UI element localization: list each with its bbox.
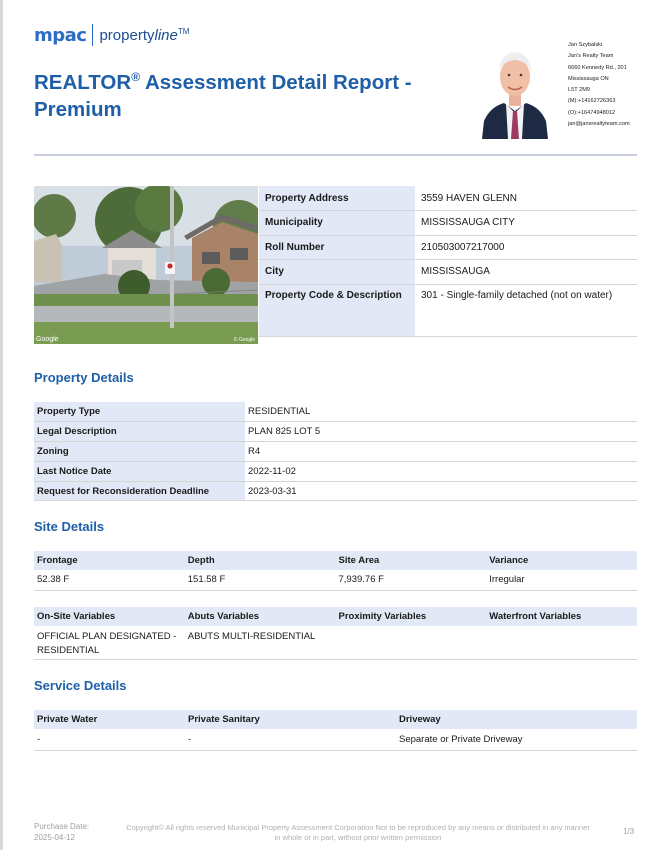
private-water-value: - bbox=[34, 729, 185, 750]
property-details-heading: Property Details bbox=[34, 370, 134, 385]
street-view-photo bbox=[34, 186, 258, 344]
private-sanitary-value: - bbox=[185, 729, 396, 750]
waterfront-variables-value bbox=[486, 626, 637, 659]
on-site-variables-header: On-Site Variables bbox=[34, 607, 185, 626]
property-type-label: Property Type bbox=[34, 402, 245, 422]
roll-number-value: 210503007217000 bbox=[415, 235, 637, 260]
table-row bbox=[34, 570, 637, 590]
municipality-label: Municipality bbox=[259, 211, 415, 236]
driveway-value: Separate or Private Driveway bbox=[396, 729, 637, 750]
frontage-header: Frontage bbox=[34, 551, 185, 570]
municipality-value: MISSISSAUGA CITY bbox=[415, 211, 637, 236]
purchase-date-value: 2025-04-12 bbox=[34, 832, 75, 842]
property-address-label: Property Address bbox=[259, 186, 415, 211]
last-notice-date-label: Last Notice Date bbox=[34, 461, 245, 481]
depth-value: 151.58 F bbox=[185, 570, 336, 590]
legal-description-label: Legal Description bbox=[34, 422, 245, 442]
private-water-header: Private Water bbox=[34, 710, 185, 729]
google-watermark: Google bbox=[36, 336, 59, 343]
variance-header: Variance bbox=[486, 551, 637, 570]
property-details-table bbox=[34, 402, 637, 501]
on-site-variables-value: OFFICIAL PLAN DESIGNATED - RESIDENTIAL bbox=[34, 626, 185, 659]
report-title: REALTOR® Assessment Detail Report - Premium bbox=[34, 70, 412, 121]
site-area-header: Site Area bbox=[336, 551, 487, 570]
table-row bbox=[259, 260, 637, 285]
agent-contact-card bbox=[568, 40, 630, 130]
purchase-date bbox=[34, 822, 89, 843]
reconsideration-deadline-value: 2023-03-31 bbox=[245, 481, 637, 501]
legal-description-value: PLAN 825 LOT 5 bbox=[245, 422, 637, 442]
table-row bbox=[34, 461, 637, 481]
agent-address-line2: Mississauga ON bbox=[568, 75, 609, 82]
table-row bbox=[34, 481, 637, 501]
city-label: City bbox=[259, 260, 415, 285]
google-copyright: © Google bbox=[233, 337, 255, 343]
header-divider bbox=[34, 154, 637, 156]
agent-mobile: (M):+14162726363 bbox=[568, 98, 616, 105]
roll-number-label: Roll Number bbox=[259, 235, 415, 260]
agent-postal-code: L5T 2M9 bbox=[568, 87, 590, 94]
property-type-value: RESIDENTIAL bbox=[245, 402, 637, 422]
agent-email: jan@jansrealtyteam.com bbox=[568, 121, 630, 128]
proximity-variables-header: Proximity Variables bbox=[336, 607, 487, 626]
site-measurements-table bbox=[34, 551, 637, 591]
site-details-heading: Site Details bbox=[34, 519, 105, 534]
agent-office: (O):+16474948012 bbox=[568, 109, 616, 116]
table-header-row bbox=[34, 607, 637, 626]
service-details-heading: Service Details bbox=[34, 678, 127, 693]
table-row bbox=[259, 235, 637, 260]
property-summary-table bbox=[259, 186, 637, 337]
table-row bbox=[34, 442, 637, 462]
table-row bbox=[34, 729, 637, 750]
table-header-row bbox=[34, 710, 637, 729]
site-variables-table bbox=[34, 607, 637, 660]
frontage-value: 52.38 F bbox=[34, 570, 185, 590]
agent-team: Jan's Realty Team bbox=[568, 53, 614, 60]
logo-propertyline: propertyline™ bbox=[99, 26, 190, 44]
logo-divider bbox=[92, 24, 93, 46]
waterfront-variables-header: Waterfront Variables bbox=[486, 607, 637, 626]
last-notice-date-value: 2022-11-02 bbox=[245, 461, 637, 481]
abuts-variables-value: ABUTS MULTI-RESIDENTIAL bbox=[185, 626, 336, 659]
property-code-value: 301 - Single-family detached (not on water) bbox=[415, 284, 637, 336]
table-row bbox=[259, 211, 637, 236]
property-code-label: Property Code & Description bbox=[259, 284, 415, 336]
zoning-value: R4 bbox=[245, 442, 637, 462]
city-value: MISSISSAUGA bbox=[415, 260, 637, 285]
driveway-header: Driveway bbox=[396, 710, 637, 729]
table-header-row bbox=[34, 551, 637, 570]
table-row bbox=[34, 626, 637, 659]
copyright-notice: Copyright© All rights reserved Municipal Property Assessment Corporation Not to be reproduced by any means or distributed in any manner in whole or in part, without prior written permission bbox=[126, 823, 590, 842]
proximity-variables-value bbox=[336, 626, 487, 659]
logo-mpac: mpac bbox=[34, 24, 87, 46]
agent-name: Jan Szybalski bbox=[568, 42, 603, 48]
mpac-propertyline-logo bbox=[34, 24, 189, 46]
variance-value: Irregular bbox=[486, 570, 637, 590]
table-row bbox=[34, 422, 637, 442]
agent-address-line1: 6660 Kennedy Rd., 201 bbox=[568, 64, 627, 71]
table-row bbox=[34, 402, 637, 422]
private-sanitary-header: Private Sanitary bbox=[185, 710, 396, 729]
service-details-table bbox=[34, 710, 637, 751]
purchase-date-label: Purchase Date: bbox=[34, 822, 90, 831]
abuts-variables-header: Abuts Variables bbox=[185, 607, 336, 626]
reconsideration-deadline-label: Request for Reconsideration Deadline bbox=[34, 481, 245, 501]
zoning-label: Zoning bbox=[34, 442, 245, 462]
page-number: 1/3 bbox=[623, 827, 635, 836]
depth-header: Depth bbox=[185, 551, 336, 570]
property-address-value: 3559 HAVEN GLENN bbox=[415, 186, 637, 211]
table-row bbox=[259, 186, 637, 211]
table-row bbox=[259, 284, 637, 336]
site-area-value: 7,939.76 F bbox=[336, 570, 487, 590]
agent-photo bbox=[482, 41, 548, 139]
